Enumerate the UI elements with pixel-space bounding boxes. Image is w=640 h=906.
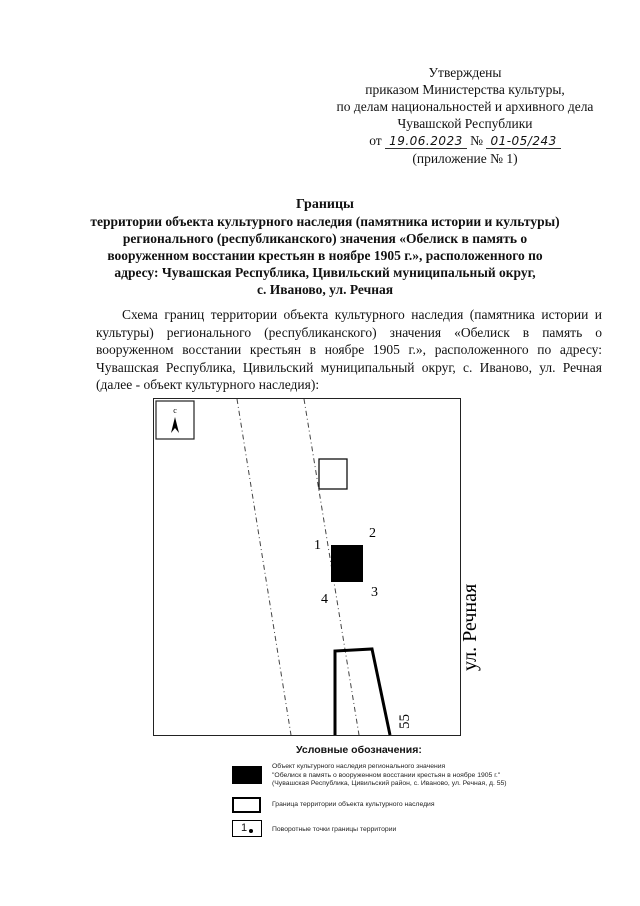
turn-point-4: 4 (321, 592, 328, 607)
legend-points-text: Поворотные точки границы территории (272, 826, 397, 833)
legend-object-line: (Чувашская Республика, Цивильский район, с. Иваново, ул. Речная, д. 55) (272, 780, 507, 787)
title-line: с. Иваново, ул. Речная (256, 282, 394, 297)
point-dot-icon (249, 829, 253, 833)
description-paragraph: Схема границ территории объекта культурного наследия (памятника истории и культуры) регионального (республиканского) значения «Обелиск в память о вооруженном восстании крестьян в ноябре 1905 г.», расположенного по адресу: Чувашская Республика, Цивильский муниципальный округ, с. Иваново, ул. Речная (далее - объект культурного наследия): (96, 307, 602, 392)
appendix-label: (приложение № 1) (412, 151, 518, 166)
map-drawing (154, 399, 481, 735)
legend-object-symbol (232, 766, 262, 784)
legend-boundary-symbol (232, 797, 261, 813)
turn-point-2: 2 (369, 526, 376, 541)
title-line: регионального (республиканского) значения «Обелиск в память о (122, 231, 528, 246)
road-edge-line (237, 399, 291, 735)
building-outline (319, 459, 347, 489)
number-prefix: № (470, 133, 484, 148)
legend-point-symbol (232, 820, 262, 837)
legend-boundary-text: Граница территории объекта культурного наследия (272, 801, 435, 808)
house-number: 55 (397, 714, 413, 729)
title-line: адресу: Чувашская Республика, Цивильский муниципальный округ, (114, 265, 536, 280)
legend-object-text (272, 763, 572, 789)
approval-line: по делам национальностей и архивного дела (336, 99, 594, 114)
legend-title: Условные обозначения: (296, 744, 422, 756)
document-title (80, 196, 570, 298)
title-heading: Границы (296, 197, 354, 212)
heritage-object (331, 545, 363, 582)
handwritten-date: 19.06.2023 (385, 134, 467, 149)
turn-point-3: 3 (371, 585, 378, 600)
title-line: вооруженном восстании крестьян в ноябре 1905 г.», расположенного по (107, 248, 543, 263)
title-line: территории объекта культурного наследия (памятника истории и культуры) (90, 214, 560, 229)
approval-date-row (330, 132, 600, 150)
legend-point-number: 1 (241, 822, 248, 834)
legend-object-line: "Обелиск в память о вооруженном восстании крестьян в ноябре 1905 г." (272, 771, 501, 779)
handwritten-number: 01-05/243 (486, 134, 560, 149)
street-label: ул. Речная (459, 583, 481, 671)
approval-line: приказом Министерства культуры, (365, 82, 565, 97)
legend-object-line: Объект культурного наследия регионального значения (272, 763, 446, 770)
approval-line: Утверждены (428, 65, 502, 80)
approval-line: Чувашской Республики (397, 116, 533, 131)
from-prefix: от (369, 133, 382, 148)
house-boundary (335, 649, 390, 735)
approval-block (330, 64, 600, 167)
boundary-scheme-map (153, 398, 481, 736)
north-label: с (173, 406, 177, 415)
turn-point-1: 1 (314, 538, 321, 553)
